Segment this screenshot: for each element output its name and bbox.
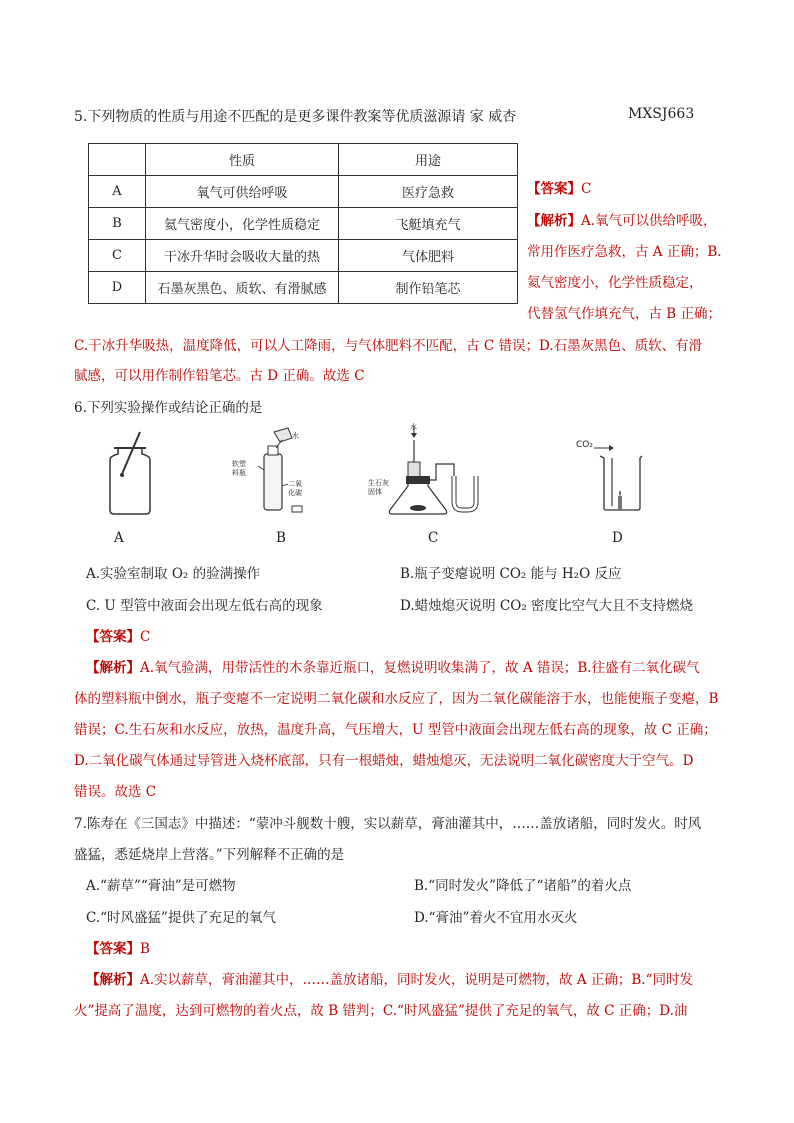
q5-code: MXSJ663 — [628, 106, 695, 122]
analysis-tag: 【解析】 — [86, 660, 140, 676]
analysis-text: A.氧气验满，用带活性的木条靠近瓶口，复燃说明收集满了，故 A 错误；B.往盛有二氧化碳气 — [140, 660, 700, 676]
q6-analysis-5: 错误。故选 C — [74, 784, 157, 800]
figure-label-a: A — [114, 530, 124, 546]
q7-stem-2: 盛猛，悉延烧岸上营落。”下列解释不正确的是 — [74, 847, 345, 863]
table-cell: B — [89, 208, 146, 240]
q5-analysis-full-1: C.干冰升华吸热，温度降低，可以人工降雨，与气体肥料不匹配，古 C 错误；D.石墨灰黑色、质软、有滑 — [74, 338, 703, 354]
q5-stem: 5.下列物质的性质与用途不匹配的是更多课件教案等优质滋源请 家 威杏 — [74, 109, 517, 125]
table-cell: 石墨灰黑色、质软、有滑腻感 — [146, 272, 339, 304]
figure-b-bottle-label: 软塑 料瓶 — [232, 460, 246, 477]
q6-option-d: D.蜡烛熄灭说明 CO₂ 密度比空气大且不支持燃烧 — [400, 598, 694, 614]
answer-tag: 【答案】 — [86, 629, 140, 645]
table-cell: 氧气可供给呼吸 — [146, 176, 339, 208]
answer-value: C — [581, 181, 592, 197]
q7-option-b: B.“同时发火”降低了“诸船”的着火点 — [414, 878, 632, 894]
q6-analysis-1 — [86, 656, 700, 676]
q6-analysis-3: 错误；C.生石灰和水反应，放热，温度升高，气压增大，U 型管中液面会出现左低右高的现象，故 C 正确； — [74, 722, 717, 738]
table-cell: D — [89, 272, 146, 304]
q6-option-a: A.实验室制取 O₂ 的验满操作 — [86, 566, 261, 582]
table-cell: 飞艇填充气 — [339, 208, 518, 240]
table-cell: 干冰升华时会吸收大量的热 — [146, 240, 339, 272]
q6-option-c: C. U 型管中液面会出现左低右高的现象 — [86, 598, 323, 614]
table-cell: 医疗急救 — [339, 176, 518, 208]
q7-option-a: A.“薪草”“膏油”是可燃物 — [86, 878, 236, 894]
analysis-tag: 【解析】 — [86, 972, 140, 988]
q7-answer — [86, 937, 150, 957]
q5-analysis-full-2: 腻感，可以用作制作铅笔芯。古 D 正确。故选 C — [74, 368, 365, 384]
table-cell: A — [89, 176, 146, 208]
figure-c-quicklime-label: 生石灰 固体 — [368, 479, 389, 496]
answer-value: B — [140, 941, 150, 957]
q6-analysis-2: 体的塑料瓶中倒水，瓶子变瘪不一定说明二氧化碳和水反应了，因为二氧化碳能溶于水，也能使瓶子变瘪，B — [74, 691, 719, 707]
figure-label-c: C — [428, 530, 439, 546]
q5-table — [88, 143, 518, 304]
q7-option-d: D.“膏油”着火不宜用水灭火 — [414, 910, 578, 926]
q5-analysis-side-2: 常用作医疗急救，古 A 正确；B. — [527, 244, 722, 260]
figure-label-d: D — [612, 530, 623, 546]
figure-c-flask-icon — [370, 424, 490, 520]
q6-option-b: B.瓶子变瘪说明 CO₂ 能与 H₂O 反应 — [400, 566, 622, 582]
q5-analysis-side-1 — [527, 209, 717, 229]
q5-answer — [527, 177, 591, 197]
table-row — [89, 208, 518, 240]
q6-analysis-4: D.二氧化碳气体通过导管进入烧杯底部，只有一根蜡烛，蜡烛熄灭，无法说明二氧化碳密度大于空气。D — [74, 753, 694, 769]
q7-option-c: C.“时风盛猛”提供了充足的氧气 — [86, 910, 276, 926]
table-cell: 氦气密度小，化学性质稳定 — [146, 208, 339, 240]
table-row — [89, 272, 518, 304]
q6-answer — [86, 625, 150, 645]
figure-d-co2-label: CO₂ — [576, 440, 593, 450]
figure-a-bottle-icon — [100, 430, 160, 520]
table-cell: C — [89, 240, 146, 272]
q7-stem-1: 7.陈寿在《三国志》中描述：“蒙冲斗舰数十艘，实以薪草，膏油灌其中，……盖放诸船，同时发火。时风 — [74, 816, 702, 832]
figure-c-water-label: 水 — [410, 423, 417, 431]
analysis-text: A.氧气可以供给呼吸， — [581, 213, 717, 229]
q6-stem: 6.下列实验操作或结论正确的是 — [74, 400, 263, 416]
figure-b-water-label: 水 — [292, 432, 299, 440]
table-header-cell: 性质 — [146, 144, 339, 176]
answer-tag: 【答案】 — [86, 941, 140, 957]
q5-analysis-side-3: 氦气密度小，化学性质稳定， — [527, 275, 703, 291]
q7-analysis-2: 火”提高了温度，达到可燃物的着火点，故 B 错判；C.“时风盛猛”提供了充足的氧气，故 C 正确；D.油 — [74, 1003, 688, 1019]
q5-analysis-side-4: 代替氢气作填充气，古 B 正确； — [527, 306, 722, 322]
table-header-row — [89, 144, 518, 176]
figure-b-co2-label: 二氧 化碳 — [288, 480, 302, 497]
figure-label-b: B — [276, 530, 286, 546]
table-row — [89, 240, 518, 272]
answer-value: C — [140, 629, 151, 645]
table-row — [89, 176, 518, 208]
table-cell: 气体肥料 — [339, 240, 518, 272]
q7-analysis-1 — [86, 968, 693, 988]
table-cell: 制作铅笔芯 — [339, 272, 518, 304]
answer-tag: 【答案】 — [527, 181, 581, 197]
analysis-text: A.实以薪草，膏油灌其中，……盖放诸船，同时发火，说明是可燃物，故 A 正确；B.“同时发 — [140, 972, 693, 988]
analysis-tag: 【解析】 — [527, 213, 581, 229]
table-header-cell: 用途 — [339, 144, 518, 176]
table-header-cell — [89, 144, 146, 176]
